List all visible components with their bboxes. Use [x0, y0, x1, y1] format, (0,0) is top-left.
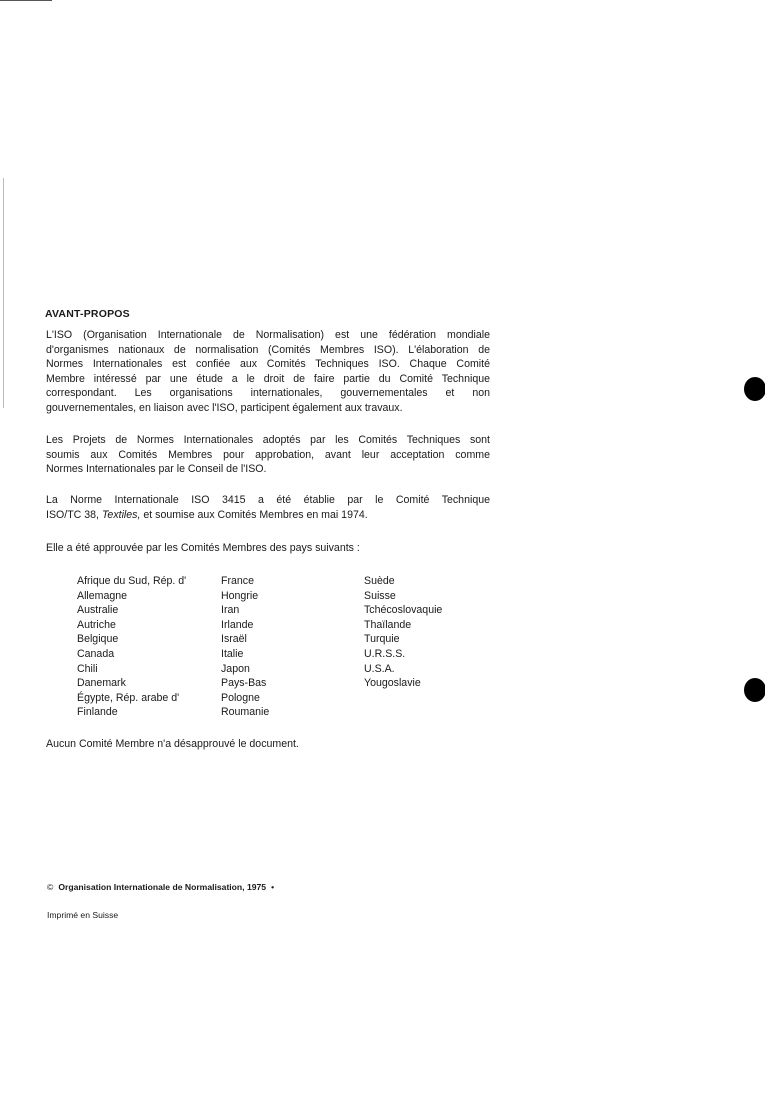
- country-item: Afrique du Sud, Rép. d': [77, 575, 187, 587]
- paragraph-iso-description: [46, 328, 490, 416]
- country-item: Allemagne: [77, 589, 128, 602]
- country-item: Japon: [221, 662, 250, 675]
- printed-in: Imprimé en Suisse: [47, 910, 119, 920]
- country-item: Autriche: [77, 618, 116, 631]
- country-item: Égypte, Rép. arabe d': [77, 691, 180, 704]
- paragraph-standard-origin: [46, 493, 490, 522]
- country-item: Australie: [77, 604, 119, 617]
- country-column-2: [221, 574, 269, 720]
- text-fragment: ISO/TC 38,: [46, 508, 102, 521]
- country-item: Irlande: [221, 618, 254, 631]
- country-item: Hongrie: [221, 589, 259, 602]
- country-item: U.S.A.: [364, 662, 395, 675]
- text-line: Normes Internationales est confiée aux Comités Techniques ISO. Chaque Comité: [46, 358, 490, 371]
- text-line: gouvernementales, en liaison avec l'ISO, participent également aux travaux.: [46, 401, 403, 414]
- left-margin-mark: [3, 178, 4, 408]
- text-fragment: et soumise aux Comités Membres en mai 1974.: [140, 508, 368, 521]
- section-heading: AVANT-PROPOS: [45, 308, 130, 320]
- text-line: Normes Internationales par le Conseil de l'ISO.: [46, 463, 267, 476]
- country-item: U.R.S.S.: [364, 647, 406, 660]
- copyright-text: Organisation Internationale de Normalisation, 1975: [58, 882, 267, 892]
- country-item: Finlande: [77, 706, 118, 719]
- country-item: Israël: [221, 633, 247, 646]
- country-item: Italie: [221, 647, 244, 660]
- country-item: Iran: [221, 604, 240, 617]
- text-line: La Norme Internationale ISO 3415 a été établie par le Comité Technique: [46, 494, 490, 506]
- text-line: Membre intéressé par une étude a le droit de faire partie du Comité Technique: [46, 372, 490, 385]
- text-line: [46, 508, 490, 523]
- punch-hole: [744, 377, 765, 401]
- punch-hole: [744, 678, 765, 702]
- text-line: Les Projets de Normes Internationales adoptés par les Comités Techniques sont: [46, 434, 490, 446]
- copyright-symbol: ©: [47, 882, 54, 892]
- country-item: Belgique: [77, 633, 119, 646]
- country-item: Pays-Bas: [221, 677, 267, 690]
- paragraph-approval: Elle a été approuvée par les Comités Membres des pays suivants :: [46, 542, 360, 554]
- top-rule: [0, 0, 52, 1]
- paragraph-projects: [46, 433, 490, 477]
- country-item: Pologne: [221, 691, 260, 704]
- text-line: correspondant. Les organisations internationales, gouvernementales et non: [46, 387, 490, 400]
- country-item: Suisse: [364, 589, 396, 602]
- country-item: Chili: [77, 662, 98, 675]
- text-line: d'organismes nationaux de normalisation (Comités Membres ISO). L'élaboration de: [46, 343, 490, 356]
- country-item: Danemark: [77, 677, 126, 690]
- country-item: France: [221, 575, 254, 587]
- copyright-notice: [47, 882, 274, 892]
- text-line: L'ISO (Organisation Internationale de Normalisation) est une fédération mondiale: [46, 329, 490, 341]
- country-item: Suède: [364, 575, 395, 587]
- country-item: Roumanie: [221, 706, 270, 719]
- country-item: Tchécoslovaquie: [364, 604, 443, 617]
- country-column-3: [364, 574, 442, 691]
- country-column-1: [77, 574, 186, 720]
- country-item: Yougoslavie: [364, 677, 421, 690]
- country-item: Canada: [77, 647, 115, 660]
- country-item: Thaïlande: [364, 618, 412, 631]
- text-line: soumis aux Comités Membres pour approbation, avant leur acceptation comme: [46, 448, 490, 461]
- paragraph-no-disapproval: Aucun Comité Membre n'a désapprouvé le document.: [46, 738, 299, 750]
- bullet-icon: •: [271, 882, 275, 892]
- italic-title: Textiles,: [101, 508, 141, 521]
- country-item: Turquie: [364, 633, 400, 646]
